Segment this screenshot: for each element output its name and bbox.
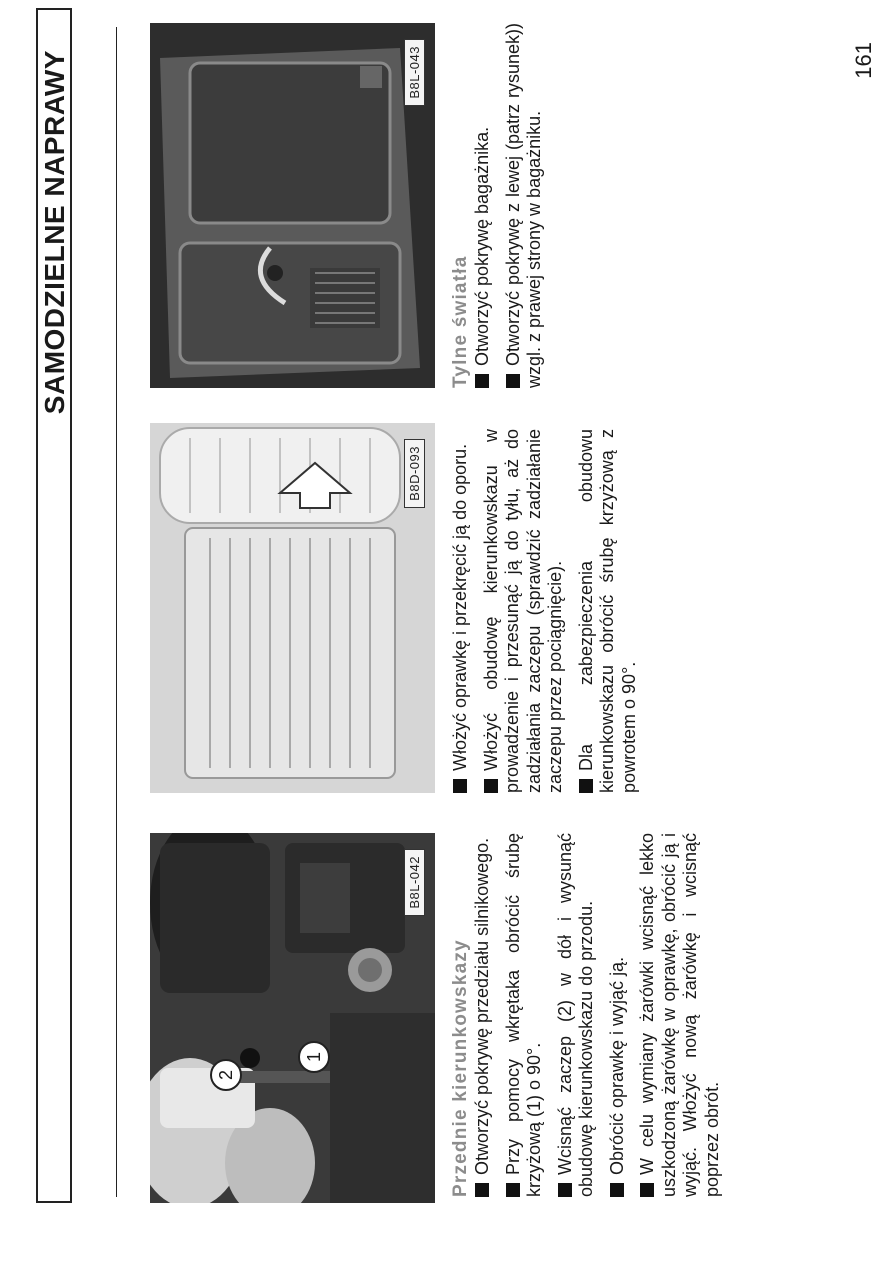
step: Wcisnąć zaczep (2) w dół i wysunąć obudowę kierunkowskazu do przodu. — [554, 833, 596, 1197]
column-front-indicators — [450, 833, 732, 1197]
figure-code: B8L-043 — [404, 39, 425, 106]
bullet-square-icon — [506, 1183, 520, 1197]
step: Otworzyć pokrywę bagażnika. — [472, 23, 494, 388]
column-rear-lights — [450, 23, 555, 388]
bullet-square-icon — [475, 374, 489, 388]
step: Otworzyć pokrywę z lewej (patrz rysunek)) wzgl. z prawej strony w bagażniku. — [502, 23, 544, 388]
section-title: Przednie kierunkowskazy — [450, 939, 471, 1197]
figure-engine-bay — [150, 833, 435, 1203]
bullet-square-icon — [610, 1183, 624, 1197]
callout-1: 1 — [298, 1041, 330, 1073]
step: W celu wymiany żarówki wcisnąć lekko uszkodzoną żarówkę w oprawkę, obrócić ją i wyjąć. Włożyć nową żarówkę i wcisnąć poprzez obrót. — [637, 833, 722, 1197]
trunk-cover-illustration — [150, 23, 435, 388]
callout-2: 2 — [210, 1059, 242, 1091]
figure-turn-signal — [150, 423, 435, 793]
step: Przy pomocy wkrętaka obrócić śrubę krzyżową (1) o 90°. — [502, 833, 544, 1197]
page-number: 161 — [851, 42, 876, 79]
step: Włożyć oprawkę i przekręcić ją do oporu. — [450, 429, 472, 793]
engine-bay-illustration — [150, 833, 435, 1203]
column-reassembly — [450, 429, 649, 793]
bullet-square-icon — [558, 1183, 572, 1197]
step: Włożyć obudowę kierunkowskazu w prowadzenie i przesunąć ją do tyłu, aż do zadziałania zaczepu (sprawdzić zadziałanie zaczepu przez pociągnięcie). — [480, 429, 565, 793]
bullet-square-icon — [475, 1183, 489, 1197]
turn-signal-illustration — [150, 423, 435, 793]
header-box — [36, 8, 72, 1203]
section-title: Tylne światła — [450, 255, 471, 388]
bullet-square-icon — [484, 779, 498, 793]
bullet-square-icon — [579, 779, 593, 793]
bullet-square-icon — [640, 1183, 654, 1197]
figure-code: B8L-042 — [404, 849, 425, 916]
header-divider — [116, 27, 117, 1197]
step: Otworzyć pokrywę przedziału silnikowego. — [472, 833, 494, 1197]
figure-code: B8D-093 — [404, 439, 425, 508]
step: Dla zabezpieczenia obudowu kierunkowskazu obrócić śrubę krzyżową z powrotem o 90°. — [575, 429, 639, 793]
figure-trunk-cover — [150, 23, 435, 388]
bullet-square-icon — [506, 374, 520, 388]
step: Obrócić oprawkę i wyjąć ją. — [607, 833, 629, 1197]
page-title: SAMODZIELNE NAPRAWY — [39, 50, 70, 415]
bullet-square-icon — [453, 779, 467, 793]
